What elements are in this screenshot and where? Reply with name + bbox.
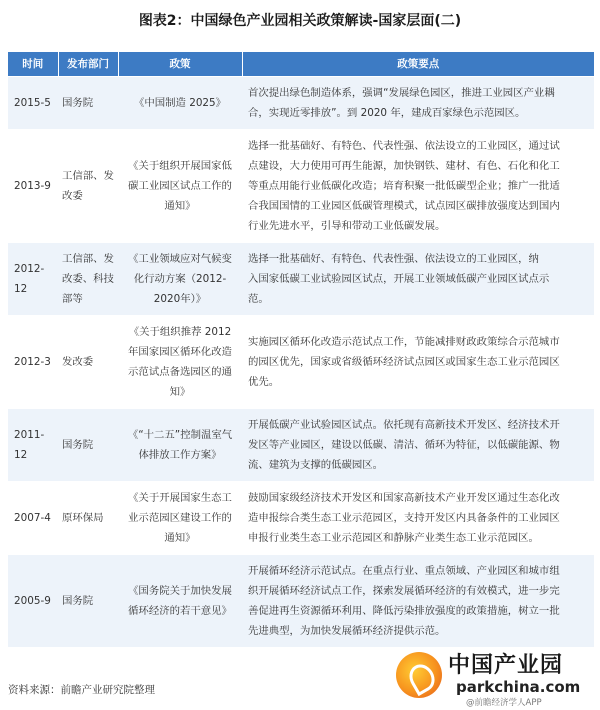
brand-logo-cn: 中国产业园 bbox=[448, 653, 564, 678]
cell-dept: 工信部、发改委 bbox=[58, 129, 118, 242]
points-line: 流、建筑为支撑的低碳园区。 bbox=[248, 458, 384, 471]
table-row bbox=[8, 554, 594, 647]
cell-points bbox=[242, 242, 594, 315]
table-row bbox=[8, 408, 594, 481]
points-line: 开展循环经济示范试点。在重点行业、重点领域、产业园区和城市组 bbox=[248, 564, 560, 577]
cell-dept: 国务院 bbox=[58, 554, 118, 647]
cell-points bbox=[242, 481, 594, 554]
table-row bbox=[8, 315, 594, 408]
header-time: 时间 bbox=[8, 52, 58, 76]
cell-policy: 《关于开展国家生态工业示范园区建设工作的通知》 bbox=[118, 481, 242, 554]
cell-policy: 《中国制造 2025》 bbox=[118, 76, 242, 129]
points-line: 行业先进水平，引导和带动工业低碳发展。 bbox=[248, 219, 446, 232]
points-line: 申报行业类生态工业示范园区和静脉产业类生态工业示范园区。 bbox=[248, 531, 539, 544]
points-line: 实施园区循环化改造示范试点工作，节能减排财政政策综合示范城市 bbox=[248, 335, 560, 348]
table-row bbox=[8, 76, 594, 129]
cell-policy: 《工业领域应对气候变化行动方案（2012-2020年）》 bbox=[118, 242, 242, 315]
source-note: 资料来源：前瞻产业研究院整理 bbox=[8, 684, 155, 696]
points-line: 选择一批基础好、有特色、代表性强、依法设立的工业园区，纳 bbox=[248, 252, 539, 265]
table-header-row bbox=[8, 52, 594, 76]
cell-time: 2012-3 bbox=[8, 315, 58, 408]
points-line: 点建设，大力使用可再生能源，加快钢铁、建材、有色、石化和化工 bbox=[248, 159, 560, 172]
table-row bbox=[8, 242, 594, 315]
brand-logo bbox=[396, 646, 586, 706]
points-line: 选择一批基础好、有特色、代表性强、依法设立的工业园区，通过试 bbox=[248, 139, 560, 152]
points-line: 先进典型，为加快发展循环经济提供示范。 bbox=[248, 624, 446, 637]
cell-time: 2005-9 bbox=[8, 554, 58, 647]
points-line: 入国家低碳工业试验园区试点，开展工业领域低碳产业园区试点示 bbox=[248, 272, 550, 285]
header-dept: 发布部门 bbox=[58, 52, 118, 76]
points-line: 发区等产业园区，建设以低碳、清洁、循环为特征，以低碳能源、物 bbox=[248, 438, 560, 451]
cell-points bbox=[242, 554, 594, 647]
points-line: 造申报综合类生态工业示范园区，支持开发区内具备条件的工业园区 bbox=[248, 511, 560, 524]
points-line: 善促进再生资源循环利用、降低污染排放强度的政策措施，树立一批 bbox=[248, 604, 560, 617]
cell-time: 2012-12 bbox=[8, 242, 58, 315]
page-title: 图表2：中国绿色产业园相关政策解读-国家层面(二) bbox=[138, 13, 462, 29]
policy-table bbox=[8, 52, 594, 647]
points-line: 首次提出绿色制造体系，强调“发展绿色园区，推进工业园区产业耦 bbox=[248, 86, 555, 99]
points-line: 开展低碳产业试验园区试点。依托现有高新技术开发区、经济技术开 bbox=[248, 418, 560, 431]
cell-points bbox=[242, 129, 594, 242]
points-line: 合我国国情的工业园区低碳管理模式，试点园区碳排放强度达到国内 bbox=[248, 199, 560, 212]
points-line: 范。 bbox=[248, 292, 269, 305]
cell-time: 2007-4 bbox=[8, 481, 58, 554]
cell-points bbox=[242, 408, 594, 481]
points-line: 鼓励国家级经济技术开发区和国家高新技术产业开发区通过生态化改 bbox=[248, 491, 560, 504]
cell-dept: 国务院 bbox=[58, 76, 118, 129]
table-row bbox=[8, 481, 594, 554]
cell-dept: 国务院 bbox=[58, 408, 118, 481]
cell-time: 2013-9 bbox=[8, 129, 58, 242]
points-line: 合，实现近零排放”。到 2020 年，建成百家绿色示范园区。 bbox=[248, 106, 526, 119]
cell-points bbox=[242, 76, 594, 129]
points-line: 等重点用能行业低碳化改造；培育积聚一批低碳型企业；推广一批适 bbox=[248, 179, 560, 192]
header-policy: 政策 bbox=[118, 52, 242, 76]
brand-logo-icon bbox=[396, 652, 442, 698]
cell-dept: 工信部、发改委、科技部等 bbox=[58, 242, 118, 315]
cell-dept: 原环保局 bbox=[58, 481, 118, 554]
points-line: 的园区优先，国家或省级循环经济试点园区或国家生态工业示范园区 bbox=[248, 355, 560, 368]
cell-policy: 《国务院关于加快发展循环经济的若干意见》 bbox=[118, 554, 242, 647]
points-line: 织开展循环经济试点工作，探索发展循环经济的有效模式，进一步完 bbox=[248, 584, 560, 597]
cell-dept: 发改委 bbox=[58, 315, 118, 408]
cell-policy: 《关于组织开展国家低碳工业园区试点工作的通知》 bbox=[118, 129, 242, 242]
brand-logo-sub: @前瞻经济学人APP bbox=[466, 698, 542, 708]
header-points: 政策要点 bbox=[242, 52, 594, 76]
cell-time: 2015-5 bbox=[8, 76, 58, 129]
cell-policy: 《关于组织推荐 2012 年国家园区循环化改造示范试点备选园区的通知》 bbox=[118, 315, 242, 408]
brand-logo-en: parkchina.com bbox=[456, 678, 581, 696]
points-line: 优先。 bbox=[248, 375, 280, 388]
cell-time: 2011-12 bbox=[8, 408, 58, 481]
table-row bbox=[8, 129, 594, 242]
cell-points bbox=[242, 315, 594, 408]
cell-policy: 《“十二五”控制温室气体排放工作方案》 bbox=[118, 408, 242, 481]
